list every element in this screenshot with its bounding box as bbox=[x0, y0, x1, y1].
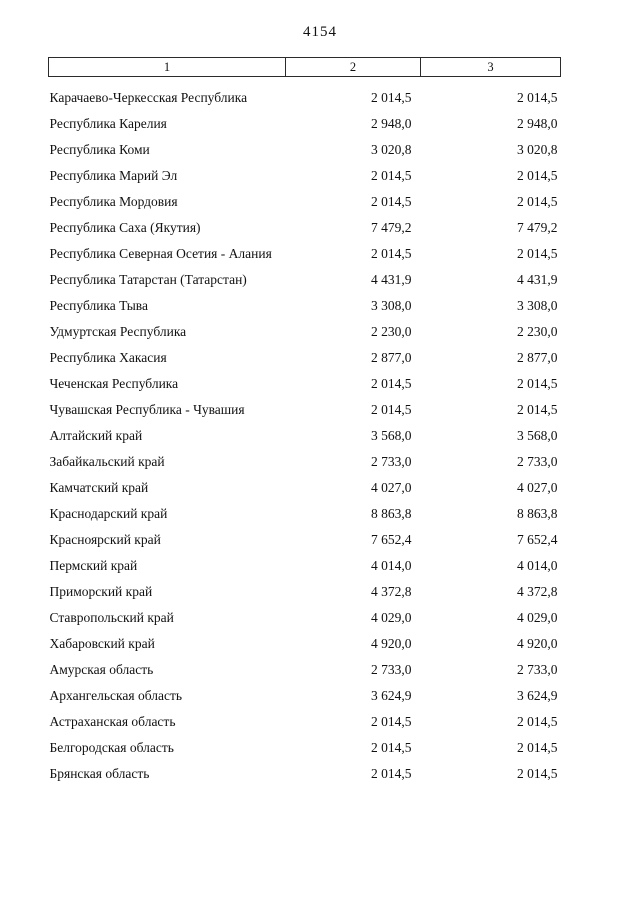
value-column-3: 4 014,0 bbox=[517, 558, 558, 573]
region-name: Хабаровский край bbox=[49, 636, 155, 651]
table-row bbox=[49, 760, 561, 786]
value-column-3: 2 230,0 bbox=[517, 324, 558, 339]
region-name: Краснодарский край bbox=[49, 506, 168, 521]
table-row bbox=[49, 734, 561, 760]
table-row bbox=[49, 448, 561, 474]
value-column-2: 3 020,8 bbox=[371, 142, 412, 157]
region-name: Приморский край bbox=[49, 584, 153, 599]
value-column-3: 2 877,0 bbox=[517, 350, 558, 365]
value-column-3: 2 014,5 bbox=[517, 168, 558, 183]
value-column-2: 4 027,0 bbox=[371, 480, 412, 495]
value-column-3: 2 014,5 bbox=[517, 740, 558, 755]
region-name: Пермский край bbox=[49, 558, 138, 573]
table-row bbox=[49, 604, 561, 630]
region-name: Брянская область bbox=[49, 766, 150, 781]
table-row bbox=[49, 708, 561, 734]
value-column-3: 2 014,5 bbox=[517, 246, 558, 261]
value-column-3: 7 652,4 bbox=[517, 532, 558, 547]
region-name: Чеченская Республика bbox=[49, 376, 179, 391]
region-name: Амурская область bbox=[49, 662, 154, 677]
value-column-2: 2 014,5 bbox=[371, 766, 412, 781]
value-column-2: 2 733,0 bbox=[371, 662, 412, 677]
value-column-2: 3 308,0 bbox=[371, 298, 412, 313]
value-column-3: 2 014,5 bbox=[517, 402, 558, 417]
value-column-3: 3 308,0 bbox=[517, 298, 558, 313]
value-column-2: 2 877,0 bbox=[371, 350, 412, 365]
header-cell-2: 2 bbox=[286, 58, 421, 77]
table-header-row bbox=[49, 58, 561, 77]
table-row bbox=[49, 136, 561, 162]
value-column-2: 2 014,5 bbox=[371, 740, 412, 755]
region-name: Республика Саха (Якутия) bbox=[49, 220, 201, 235]
region-name: Ставропольский край bbox=[49, 610, 174, 625]
value-column-3: 2 014,5 bbox=[517, 766, 558, 781]
table-body bbox=[49, 77, 561, 787]
value-column-3: 2 014,5 bbox=[517, 194, 558, 209]
table-row bbox=[49, 500, 561, 526]
value-column-2: 7 652,4 bbox=[371, 532, 412, 547]
table-row bbox=[49, 656, 561, 682]
value-column-3: 4 027,0 bbox=[517, 480, 558, 495]
region-name: Алтайский край bbox=[49, 428, 143, 443]
region-name: Архангельская область bbox=[49, 688, 183, 703]
region-name: Республика Мордовия bbox=[49, 194, 178, 209]
region-name: Республика Хакасия bbox=[49, 350, 167, 365]
value-column-2: 2 014,5 bbox=[371, 376, 412, 391]
table-row bbox=[49, 77, 561, 111]
value-column-2: 4 029,0 bbox=[371, 610, 412, 625]
value-column-3: 2 014,5 bbox=[517, 90, 558, 105]
value-column-3: 2 014,5 bbox=[517, 376, 558, 391]
value-column-3: 7 479,2 bbox=[517, 220, 558, 235]
table-row bbox=[49, 578, 561, 604]
table-row bbox=[49, 110, 561, 136]
table-row bbox=[49, 344, 561, 370]
region-name: Забайкальский край bbox=[49, 454, 165, 469]
table-row bbox=[49, 422, 561, 448]
value-column-3: 3 568,0 bbox=[517, 428, 558, 443]
value-column-2: 4 920,0 bbox=[371, 636, 412, 651]
header-cell-3: 3 bbox=[421, 58, 561, 77]
region-name: Республика Коми bbox=[49, 142, 150, 157]
region-name: Астраханская область bbox=[49, 714, 176, 729]
value-column-3: 3 020,8 bbox=[517, 142, 558, 157]
regions-table bbox=[48, 57, 561, 786]
value-column-2: 2 014,5 bbox=[371, 194, 412, 209]
table-row bbox=[49, 292, 561, 318]
region-name: Республика Карелия bbox=[49, 116, 167, 131]
region-name: Камчатский край bbox=[49, 480, 149, 495]
value-column-2: 4 014,0 bbox=[371, 558, 412, 573]
value-column-2: 3 624,9 bbox=[371, 688, 412, 703]
value-column-2: 4 431,9 bbox=[371, 272, 412, 287]
value-column-2: 2 014,5 bbox=[371, 90, 412, 105]
region-name: Республика Северная Осетия - Алания bbox=[49, 246, 272, 261]
value-column-2: 2 948,0 bbox=[371, 116, 412, 131]
header-cell-1: 1 bbox=[49, 58, 286, 77]
region-name: Республика Тыва bbox=[49, 298, 148, 313]
table-row bbox=[49, 266, 561, 292]
value-column-2: 2 014,5 bbox=[371, 714, 412, 729]
region-name: Красноярский край bbox=[49, 532, 161, 547]
region-name: Республика Марий Эл bbox=[49, 168, 178, 183]
region-name: Удмуртская Республика bbox=[49, 324, 187, 339]
table-row bbox=[49, 370, 561, 396]
table-row bbox=[49, 396, 561, 422]
table-row bbox=[49, 630, 561, 656]
value-column-2: 7 479,2 bbox=[371, 220, 412, 235]
table-row bbox=[49, 552, 561, 578]
region-name: Белгородская область bbox=[49, 740, 174, 755]
value-column-2: 4 372,8 bbox=[371, 584, 412, 599]
value-column-2: 2 014,5 bbox=[371, 168, 412, 183]
value-column-3: 2 014,5 bbox=[517, 714, 558, 729]
value-column-2: 2 014,5 bbox=[371, 402, 412, 417]
table-row bbox=[49, 162, 561, 188]
value-column-3: 2 733,0 bbox=[517, 454, 558, 469]
value-column-2: 3 568,0 bbox=[371, 428, 412, 443]
value-column-3: 4 920,0 bbox=[517, 636, 558, 651]
value-column-2: 8 863,8 bbox=[371, 506, 412, 521]
value-column-3: 4 029,0 bbox=[517, 610, 558, 625]
value-column-2: 2 733,0 bbox=[371, 454, 412, 469]
table-row bbox=[49, 214, 561, 240]
table-row bbox=[49, 526, 561, 552]
value-column-3: 2 948,0 bbox=[517, 116, 558, 131]
region-name: Республика Татарстан (Татарстан) bbox=[49, 272, 247, 287]
value-column-2: 2 014,5 bbox=[371, 246, 412, 261]
region-name: Чувашская Республика - Чувашия bbox=[49, 402, 245, 417]
value-column-3: 2 733,0 bbox=[517, 662, 558, 677]
value-column-3: 4 372,8 bbox=[517, 584, 558, 599]
value-column-3: 8 863,8 bbox=[517, 506, 558, 521]
table-row bbox=[49, 240, 561, 266]
value-column-3: 3 624,9 bbox=[517, 688, 558, 703]
table-row bbox=[49, 318, 561, 344]
table-row bbox=[49, 188, 561, 214]
value-column-2: 2 230,0 bbox=[371, 324, 412, 339]
table-row bbox=[49, 474, 561, 500]
value-column-3: 4 431,9 bbox=[517, 272, 558, 287]
table-row bbox=[49, 682, 561, 708]
page-number: 4154 bbox=[303, 24, 337, 40]
region-name: Карачаево-Черкесская Республика bbox=[49, 90, 248, 105]
